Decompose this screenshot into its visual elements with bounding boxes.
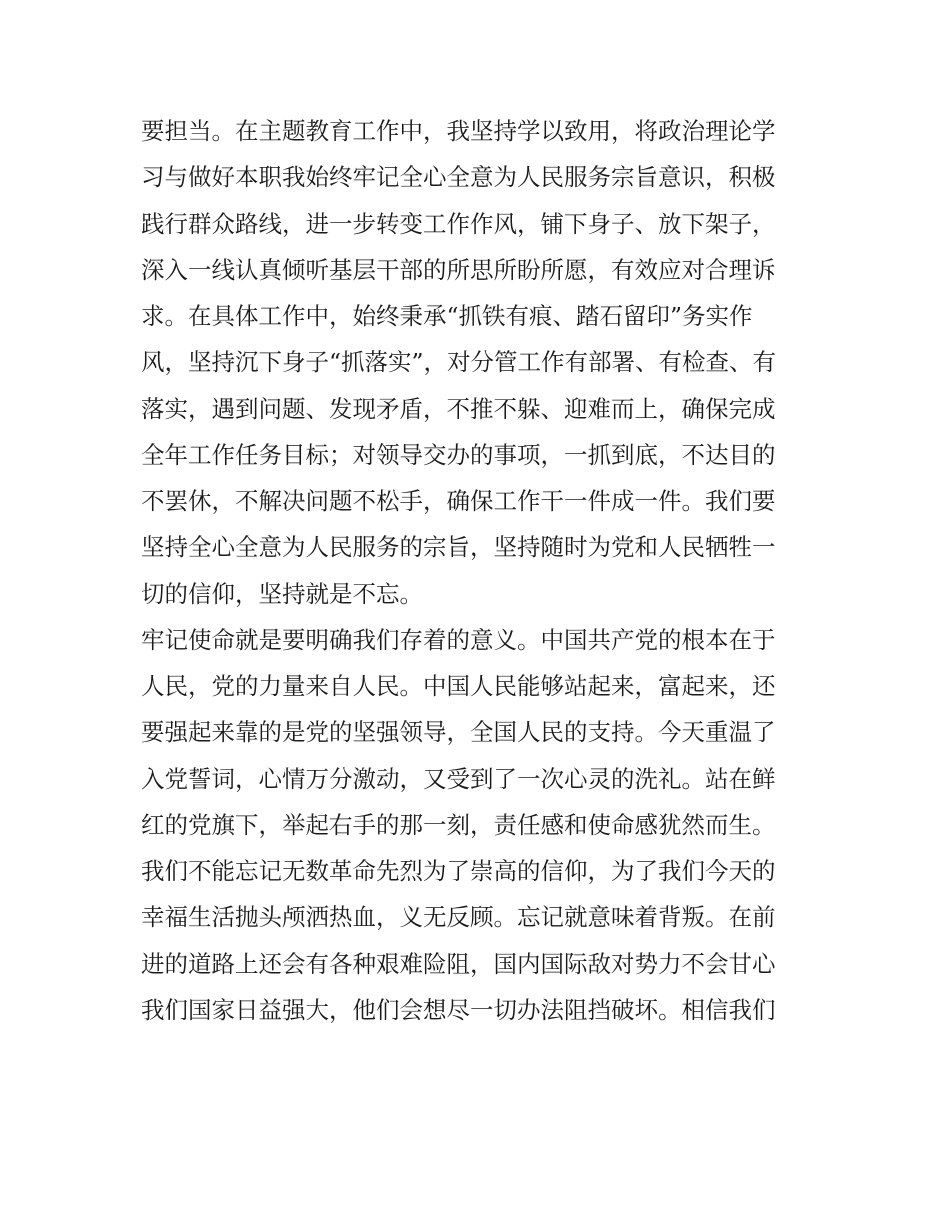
text-line: 切的信仰，坚持就是不忘。 (141, 579, 423, 608)
text-line: 牢记使命就是要明确我们存着的意义。中国共产党的根本在于 (141, 625, 776, 654)
text-line: 风，坚持沉下身子“抓落实”，对分管工作有部署、有检查、有 (141, 348, 777, 377)
text-line: 不罢休，不解决问题不松手，确保工作干一件成一件。我们要 (141, 487, 776, 515)
text-line: 我们国家日益强大，他们会想尽一切办法阻挡破坏。相信我们 (141, 995, 776, 1024)
text-line: 要担当。在主题教育工作中，我坚持学以致用，将政治理论学 (141, 117, 776, 145)
text-line: 幸福生活抛头颅洒热血，义无反顾。忘记就意味着背叛。在前 (141, 903, 776, 932)
text-line: 人民，党的力量来自人民。中国人民能够站起来，富起来，还 (141, 672, 776, 700)
text-line: 坚持全心全意为人民服务的宗旨，坚持随时为党和人民牺牲一 (141, 533, 776, 562)
text-line: 深入一线认真倾听基层干部的所思所盼所愿，有效应对合理诉 (141, 255, 776, 284)
text-line: 我们不能忘记无数革命先烈为了崇高的信仰，为了我们今天的 (141, 857, 776, 885)
text-line: 求。在具体工作中，始终秉承“抓铁有痕、踏石留印”务实作 (141, 302, 753, 330)
text-line: 入党誓词，心情万分激动，又受到了一次心灵的洗礼。站在鲜 (141, 764, 776, 793)
text-line: 要强起来靠的是党的坚强领导，全国人民的支持。今天重温了 (141, 718, 776, 747)
text-line: 践行群众路线，进一步转变工作作风，铺下身子、放下架子， (141, 209, 776, 238)
text-line: 红的党旗下，举起右手的那一刻，责任感和使命感犹然而生。 (141, 810, 776, 839)
text-line: 进的道路上还会有各种艰难险阻，国内国际敌对势力不会甘心 (141, 949, 776, 978)
text-line: 习与做好本职我始终牢记全心全意为人民服务宗旨意识，积极 (141, 163, 776, 192)
text-line: 全年工作任务目标；对领导交办的事项，一抓到底，不达目的 (141, 440, 776, 469)
body-text (141, 108, 821, 1033)
text-line: 落实，遇到问题、发现矛盾，不推不躲、迎难而上，确保完成 (141, 394, 776, 423)
